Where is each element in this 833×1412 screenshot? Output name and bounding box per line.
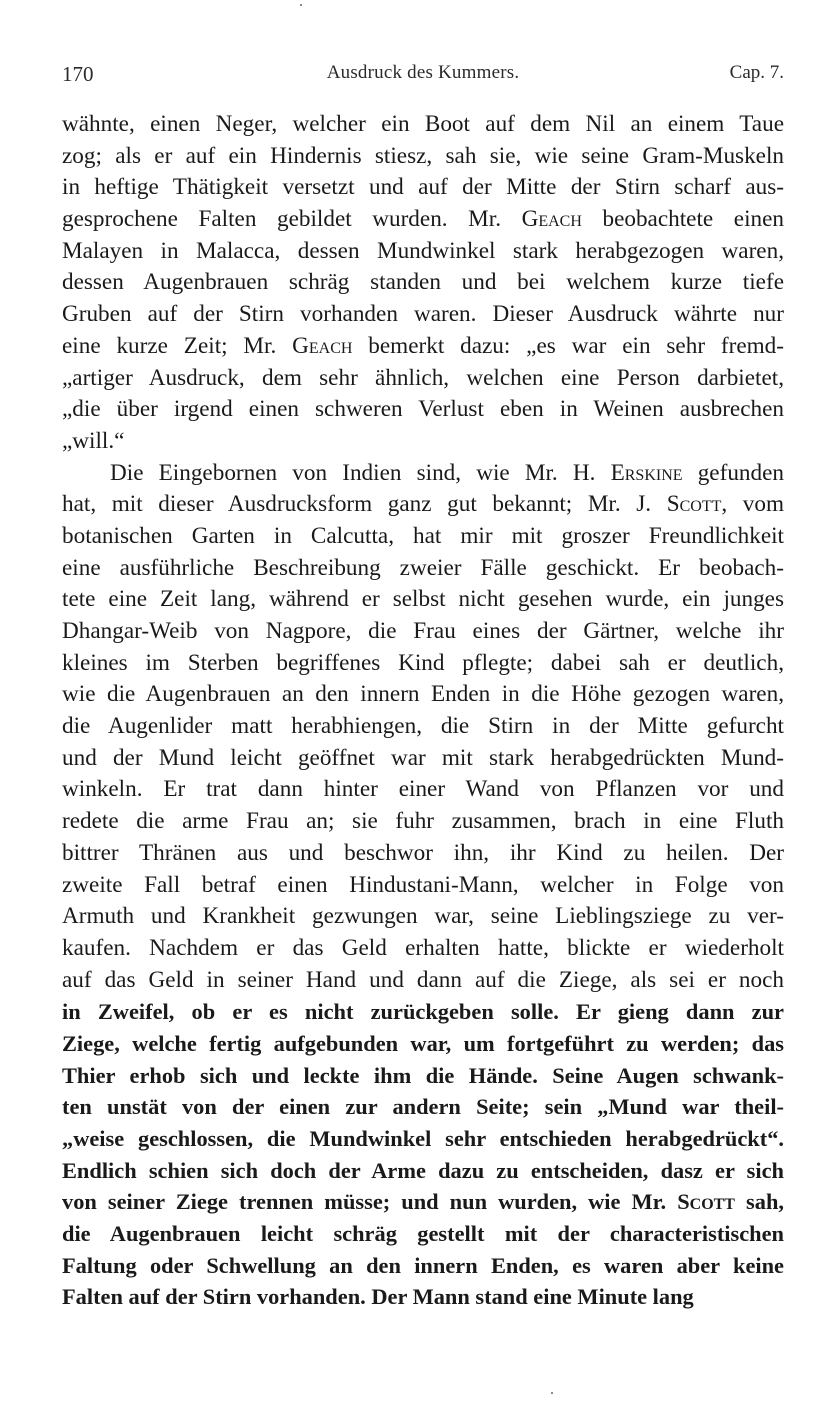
running-title: Ausdruck des Kummers.	[326, 62, 520, 83]
text-line: Gruben auf der Stirn vorhanden waren. Dieser Ausdruck währte nur	[62, 301, 784, 328]
text-line: zweite Fall betraf einen Hindustani-Mann, welcher in Folge von	[62, 871, 784, 898]
text-line: tete eine Zeit lang, während er selbst nicht gesehen wurde, ein junges	[62, 586, 784, 613]
text-line: Endlich schien sich doch der Arme dazu zu entscheiden, dasz er sich	[62, 1157, 784, 1183]
text-line: ten unstät von der einen zur andern Seite; sein „Mund war theil-	[62, 1094, 784, 1120]
text-line: Faltung oder Schwellung an den innern Enden, es waren aber keine	[62, 1252, 784, 1278]
text-line: zog; als er auf ein Hindernis stiesz, sah sie, wie seine Gram-Muskeln	[62, 142, 784, 169]
text-line: dessen Augenbrauen schräg standen und bei welchem kurze tiefe	[62, 269, 784, 296]
text-line: hat, mit dieser Ausdrucksform ganz gut bekannt; Mr. J. Scott, vom	[62, 491, 784, 518]
text-line: in Zweifel, ob er es nicht zurückgeben solle. Er gieng dann zur	[62, 999, 784, 1025]
page-header	[62, 62, 784, 88]
scan-speck	[300, 4, 302, 6]
chapter-label: Cap. 7.	[729, 62, 784, 83]
text-line: „will.“	[62, 427, 125, 454]
text-line: Die Eingebornen von Indien sind, wie Mr. H. Erskine gefunden	[110, 459, 784, 486]
text-line: Malayen in Malacca, dessen Mundwinkel stark herabgezogen waren,	[62, 237, 784, 264]
text-line: in heftige Thätigkeit versetzt und auf der Mitte der Stirn scharf aus-	[62, 174, 784, 201]
text-line: botanischen Garten in Calcutta, hat mir mit groszer Freundlichkeit	[62, 522, 784, 549]
text-line: „weise geschlossen, die Mundwinkel sehr entschieden herabgedrückt“.	[62, 1126, 784, 1151]
page-body	[62, 109, 784, 1313]
page-number: 170	[62, 62, 94, 86]
text-line: winkeln. Er trat dann hinter einer Wand von Pflanzen vor und	[62, 776, 784, 803]
text-line: bittrer Thränen aus und beschwor ihn, ihr Kind zu heilen. Der	[62, 839, 784, 866]
text-line: auf das Geld in seiner Hand und dann auf die Ziege, als sei er noch	[62, 966, 784, 993]
text-line: Falten auf der Stirn vorhanden. Der Mann stand eine Minute lang	[62, 1284, 694, 1310]
text-line: von seiner Ziege trennen müsse; und nun wurden, wie Mr. Scott sah,	[62, 1189, 784, 1215]
text-line: wie die Augenbrauen an den innern Enden in die Höhe gezogen waren,	[62, 681, 784, 708]
scan-speck	[551, 1392, 553, 1394]
text-line: Dhangar-Weib von Nagpore, die Frau eines der Gärtner, welche ihr	[62, 618, 784, 644]
text-line: „die über irgend einen schweren Verlust eben in Weinen ausbrechen	[62, 396, 784, 423]
text-line: eine kurze Zeit; Mr. Geach bemerkt dazu: „es war ein sehr fremd-	[62, 332, 784, 359]
text-line: „artiger Ausdruck, dem sehr ähnlich, welchen eine Person darbietet,	[62, 364, 784, 391]
text-line: eine ausführliche Beschreibung zweier Fälle geschickt. Er beobach-	[62, 554, 784, 581]
text-line: Thier erhob sich und leckte ihm die Hände. Seine Augen schwank-	[62, 1062, 784, 1088]
text-line: redete die arme Frau an; sie fuhr zusammen, brach in eine Fluth	[62, 808, 784, 835]
text-line: Ziege, welche fertig aufgebunden war, um fortgeführt zu werden; das	[62, 1030, 784, 1056]
text-line: und der Mund leicht geöffnet war mit stark herabgedrückten Mund-	[62, 744, 784, 771]
text-line: kleines im Sterben begriffenes Kind pflegte; dabei sah er deutlich,	[62, 649, 784, 676]
text-line: wähnte, einen Neger, welcher ein Boot auf dem Nil an einem Taue	[62, 111, 784, 137]
text-line: die Augenlider matt herabhiengen, die Stirn in der Mitte gefurcht	[62, 713, 784, 740]
text-line: Armuth und Krankheit gezwungen war, seine Lieblingsziege zu ver-	[62, 903, 784, 930]
text-line: kaufen. Nachdem er das Geld erhalten hatte, blickte er wiederholt	[62, 934, 784, 961]
text-line: gesprochene Falten gebildet wurden. Mr. Geach beobachtete einen	[62, 206, 784, 233]
text-line: die Augenbrauen leicht schräg gestellt mit der characteristischen	[62, 1221, 784, 1247]
